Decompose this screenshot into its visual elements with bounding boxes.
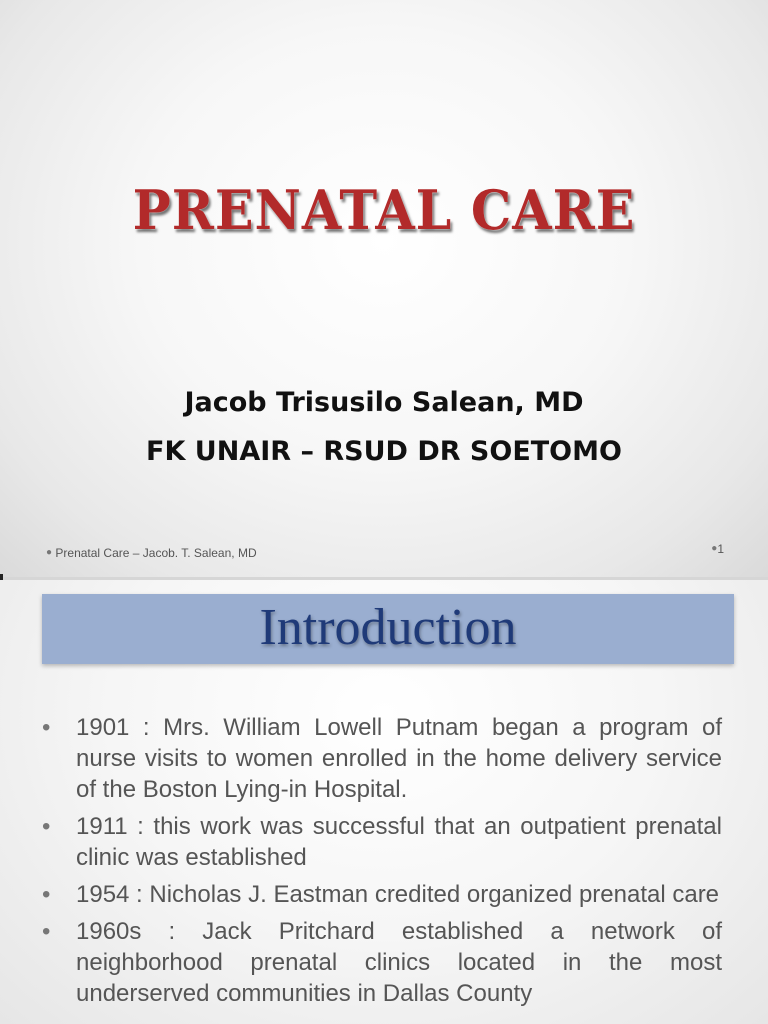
bullet-icon: • — [42, 881, 51, 908]
title-bar — [42, 594, 734, 664]
page-bullet-icon: ● — [711, 543, 718, 554]
slide-title: PRENATAL CARE — [132, 178, 636, 242]
bullet-icon: • — [42, 714, 51, 741]
list-item-text: 1954 : Nicholas J. Eastman credited organized prenatal care — [76, 881, 720, 908]
bullet-list — [42, 712, 722, 1015]
list-item-text: 1960s : Jack Pritchard established a network of neighborhood prenatal clinics located in the most underserved communities in Dallas County — [76, 918, 722, 1007]
footer-bullet-icon: ● — [46, 547, 53, 558]
list-item — [42, 879, 722, 910]
page-number-text: 1 — [717, 542, 724, 556]
footer-text: Prenatal Care – Jacob. T. Salean, MD — [55, 546, 257, 560]
list-item-text: 1911 : this work was successful that an outpatient prenatal clinic was established — [76, 813, 722, 871]
author-affiliation: FK UNAIR – RSUD DR SOETOMO — [146, 436, 622, 467]
introduction-slide — [0, 580, 768, 1024]
bullet-icon: • — [42, 918, 51, 945]
author-name: Jacob Trisusilo Salean, MD — [184, 387, 584, 418]
list-item — [42, 916, 722, 1009]
list-item — [42, 811, 722, 873]
page-number — [711, 542, 724, 556]
slide-title: Introduction — [259, 599, 517, 656]
bullet-icon: • — [42, 813, 51, 840]
slide-footer — [46, 546, 257, 560]
list-item-text: 1901 : Mrs. William Lowell Putnam began a program of nurse visits to women enrolled in the home delivery service of the Boston Lying-in Hospital. — [76, 714, 722, 803]
list-item — [42, 712, 722, 805]
